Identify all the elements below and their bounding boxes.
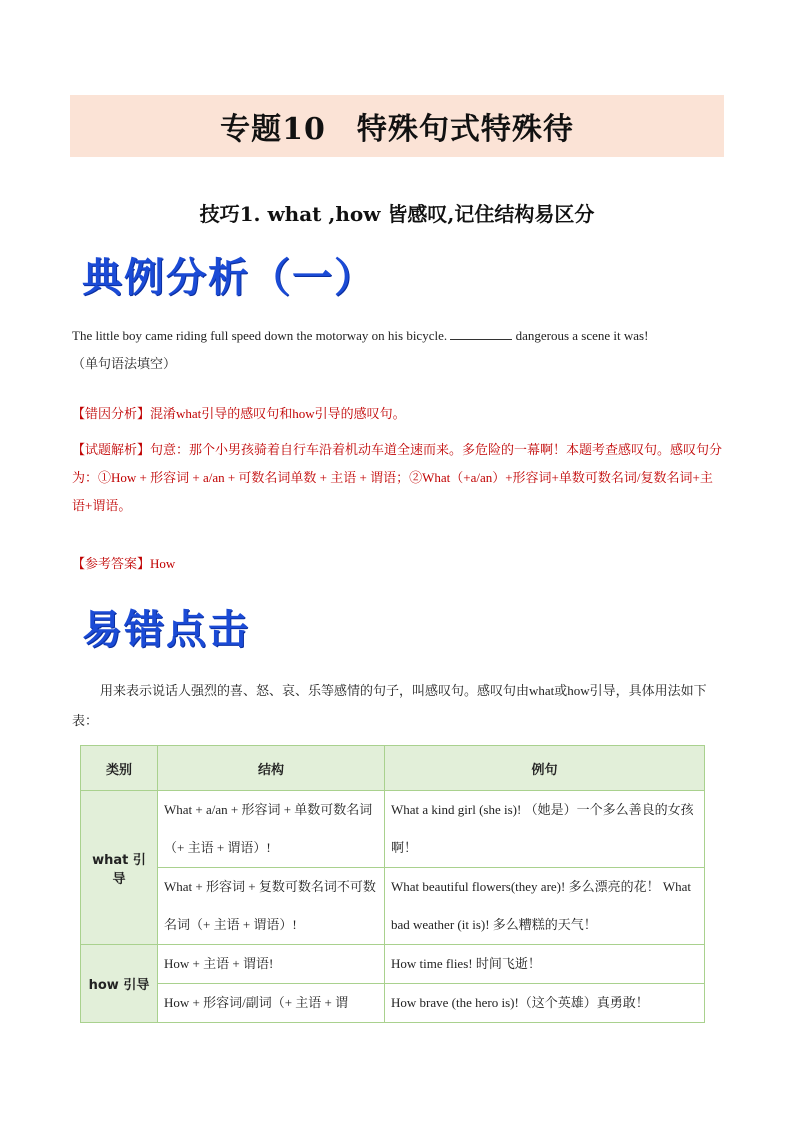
header-structure: 结构: [158, 746, 385, 791]
common-errors-banner: 易错点击: [82, 607, 250, 653]
analysis-paragraph: [72, 436, 724, 520]
question-text-part1: The little boy came riding full speed down the motorway on his bicycle.: [72, 328, 448, 343]
table-header-row: [81, 746, 705, 791]
error-analysis-label: 【错因分析】: [72, 406, 151, 421]
error-analysis-paragraph: [72, 400, 724, 428]
answer-blank: [450, 327, 512, 340]
table-row: [81, 791, 705, 868]
category-what: what 引导: [81, 791, 158, 945]
question-text-part2: dangerous a scene it was!: [515, 328, 649, 343]
table-row: [81, 984, 705, 1023]
header-example: 例句: [385, 746, 705, 791]
answer-text: How: [150, 556, 176, 571]
example-cell: How brave (the hero is)!（这个英雄）真勇敢！: [385, 984, 705, 1023]
analysis-label: 【试题解析】: [72, 442, 151, 457]
exclamation-structure-table: [80, 745, 705, 1023]
structure-cell: What + 形容词 + 复数可数名词不可数名词（+ 主语 + 谓语）!: [158, 868, 385, 945]
example-analysis-banner: 典例分析（一）: [82, 255, 376, 301]
structure-cell: What + a/an + 形容词 + 单数可数名词（+ 主语 + 谓语）!: [158, 791, 385, 868]
intro-paragraph: 用来表示说话人强烈的喜、怒、哀、乐等感情的句子，叫感叹句。感叹句由what或how引导，具体用法如下表：: [72, 683, 707, 728]
error-analysis-text: 混淆what引导的感叹句和how引导的感叹句。: [150, 406, 406, 421]
header-category: 类别: [81, 746, 158, 791]
title-banner: [70, 95, 724, 157]
question-paragraph: [72, 322, 724, 378]
example-cell: What beautiful flowers(they are)! 多么漂亮的花！ What bad weather (it is)! 多么糟糕的天气！: [385, 868, 705, 945]
table-row: [81, 868, 705, 945]
table-row: [81, 945, 705, 984]
answer-paragraph: [72, 550, 724, 578]
answer-label: 【参考答案】: [72, 556, 151, 571]
example-cell: How time flies! 时间飞逝！: [385, 945, 705, 984]
page-title: 专题10 特殊句式特殊待: [220, 112, 574, 147]
analysis-text: 句意：那个小男孩骑着自行车沿着机动车道全速而来。多危险的一幕啊！本题考查感叹句。感叹句分为：①How + 形容词 + a/an + 可数名词单数 + 主语 + 谓语；②What（+a/an）+形容词+单数可数名词/复数名词+主语+谓语。: [72, 442, 723, 513]
example-cell: What a kind girl (she is)! （她是）一个多么善良的女孩啊！: [385, 791, 705, 868]
structure-cell: How + 形容词/副词（+ 主语 + 谓: [158, 984, 385, 1023]
question-type: （单句语法填空）: [72, 356, 177, 371]
category-how: how 引导: [81, 945, 158, 1023]
structure-cell: How + 主语 + 谓语!: [158, 945, 385, 984]
section-subheading: 技巧1. what ,how 皆感叹,记住结构易区分: [199, 202, 595, 226]
